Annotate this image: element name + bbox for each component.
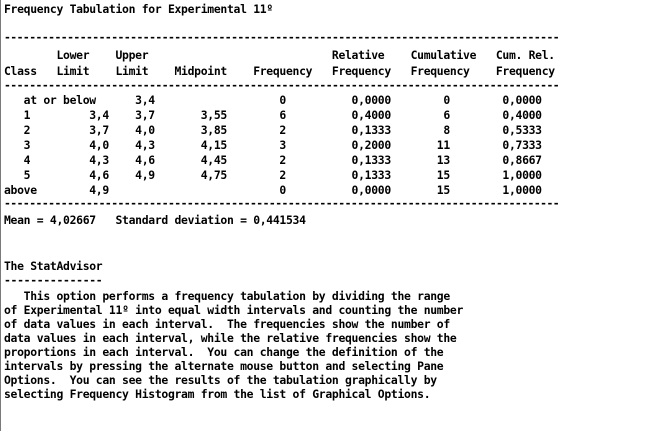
table-row: 4 4,3 4,6 4,45 2 0,1333 13 0,8667 <box>4 153 542 167</box>
table-row: 3 4,0 4,3 4,15 3 0,2000 11 0,7333 <box>4 138 542 152</box>
statadvisor-text-line: Options. You can see the results of the tabulation graphically by <box>4 373 437 387</box>
statadvisor-text-line: of data values in each interval. The frequencies show the number of <box>4 317 450 331</box>
page-title: Frequency Tabulation for Experimental 11º <box>4 2 273 16</box>
table-row: 2 3,7 4,0 3,85 2 0,1333 8 0,5333 <box>4 123 542 137</box>
statadvisor-text-line: of Experimental 11º into equal width intervals and counting the number <box>4 303 464 317</box>
summary-statistics: Mean = 4,02667 Standard deviation = 0,441534 <box>4 213 306 227</box>
statadvisor-text-line: intervals by pressing the alternate mouse button and selecting Pane <box>4 359 444 373</box>
table-row: 1 3,4 3,7 3,55 6 0,4000 6 0,4000 <box>4 108 542 122</box>
statadvisor-text-line: data values in each interval, while the relative frequencies show the <box>4 331 457 345</box>
statadvisor-underline: --------------- <box>4 273 103 287</box>
statadvisor-text-line: proportions in each interval. You can change the definition of the <box>4 345 444 359</box>
table-row: above 4,9 0 0,0000 15 1,0000 <box>4 183 542 197</box>
table-separator-bottom: ---------------------------------------------------------------------------------------- <box>4 196 560 210</box>
table-row: at or below 3,4 0 0,0000 0 0,0000 <box>4 93 542 107</box>
table-row: 5 4,6 4,9 4,75 2 0,1333 15 1,0000 <box>4 168 542 182</box>
table-header-line-2: Class Limit Limit Midpoint Frequency Frequency Frequency Frequency <box>4 64 555 78</box>
statadvisor-text-line: selecting Frequency Histogram from the list of Graphical Options. <box>4 387 431 401</box>
table-header-line-1: Lower Upper Relative Cumulative Cum. Rel. <box>4 48 555 62</box>
table-separator-header: ---------------------------------------------------------------------------------------- <box>4 78 560 92</box>
statadvisor-text-line: This option performs a frequency tabulation by dividing the range <box>4 289 450 303</box>
statadvisor-heading: The StatAdvisor <box>4 259 103 273</box>
table-separator-top: ---------------------------------------------------------------------------------------- <box>4 30 560 44</box>
